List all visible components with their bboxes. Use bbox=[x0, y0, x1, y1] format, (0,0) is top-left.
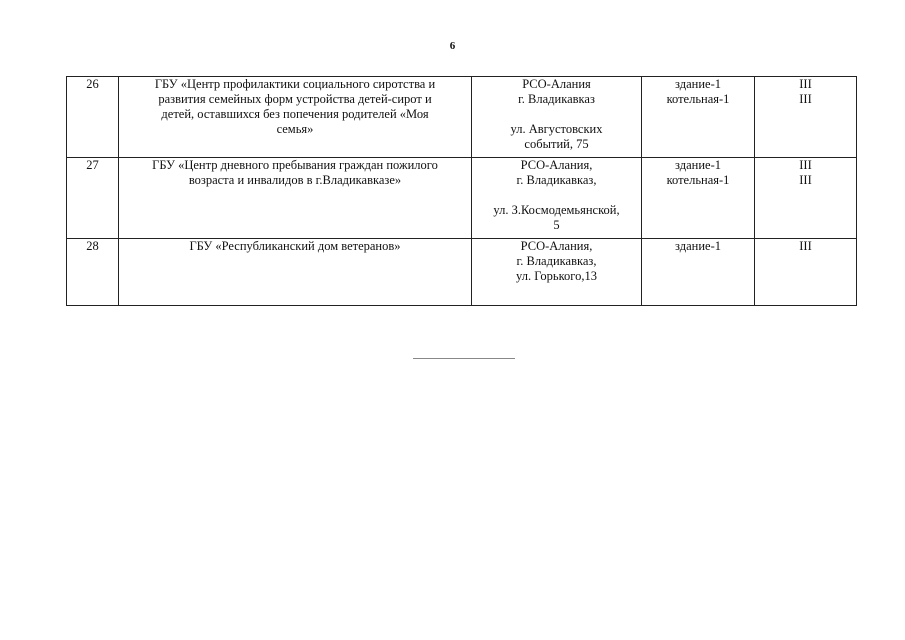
building-line: котельная-1 bbox=[666, 92, 730, 106]
table-row bbox=[67, 239, 857, 306]
address-line: г. Владикавказ bbox=[518, 92, 595, 106]
page-number: 6 bbox=[449, 40, 456, 52]
row-number: 26 bbox=[67, 77, 119, 158]
building-line: котельная-1 bbox=[666, 173, 730, 187]
facility-name bbox=[119, 158, 472, 239]
table-row bbox=[67, 158, 857, 239]
row-number: 27 bbox=[67, 158, 119, 239]
facility-category bbox=[755, 77, 857, 158]
address-line: ул. Горького,13 bbox=[516, 269, 597, 283]
category-line: III bbox=[799, 173, 812, 187]
facility-address bbox=[472, 239, 642, 306]
facility-name-line: семья» bbox=[276, 122, 314, 136]
facility-name-line: развития семейных форм устройства детей-сирот и bbox=[158, 92, 432, 106]
facility-category bbox=[755, 158, 857, 239]
facility-buildings bbox=[642, 77, 755, 158]
end-divider bbox=[413, 358, 515, 359]
address-line: событий, 75 bbox=[524, 137, 589, 151]
category-line: III bbox=[799, 77, 812, 91]
address-gap bbox=[474, 188, 639, 203]
category-line: III bbox=[799, 239, 812, 253]
address-line: ул. З.Космодемьянской, bbox=[493, 203, 620, 217]
building-line: здание-1 bbox=[675, 239, 721, 253]
facility-buildings bbox=[642, 158, 755, 239]
facilities-table bbox=[66, 76, 857, 306]
table-row bbox=[67, 77, 857, 158]
address-line: г. Владикавказ, bbox=[516, 254, 597, 268]
address-line: ул. Августовских bbox=[510, 122, 603, 136]
facility-address bbox=[472, 158, 642, 239]
facility-name-line: ГБУ «Центр профилактики социального сиротства и bbox=[154, 77, 436, 91]
building-line: здание-1 bbox=[675, 77, 721, 91]
address-line: РСО-Алания bbox=[522, 77, 591, 91]
address-line: 5 bbox=[553, 218, 560, 232]
facility-buildings bbox=[642, 239, 755, 306]
address-line: РСО-Алания, bbox=[520, 158, 593, 172]
facility-category bbox=[755, 239, 857, 306]
building-line: здание-1 bbox=[675, 158, 721, 172]
facility-name-line: ГБУ «Центр дневного пребывания граждан пожилого bbox=[152, 158, 438, 172]
facility-address bbox=[472, 77, 642, 158]
address-line: РСО-Алания, bbox=[520, 239, 593, 253]
category-line: III bbox=[799, 158, 812, 172]
facility-name-line: детей, оставшихся без попечения родителей «Моя bbox=[161, 107, 429, 121]
facility-name-line: возраста и инвалидов в г.Владикавказе» bbox=[188, 173, 402, 187]
facility-name bbox=[119, 239, 472, 306]
facility-name-line: ГБУ «Республиканский дом ветеранов» bbox=[189, 239, 401, 253]
facility-name bbox=[119, 77, 472, 158]
row-number: 28 bbox=[67, 239, 119, 306]
category-line: III bbox=[799, 92, 812, 106]
address-line: г. Владикавказ, bbox=[516, 173, 597, 187]
address-gap bbox=[474, 107, 639, 122]
